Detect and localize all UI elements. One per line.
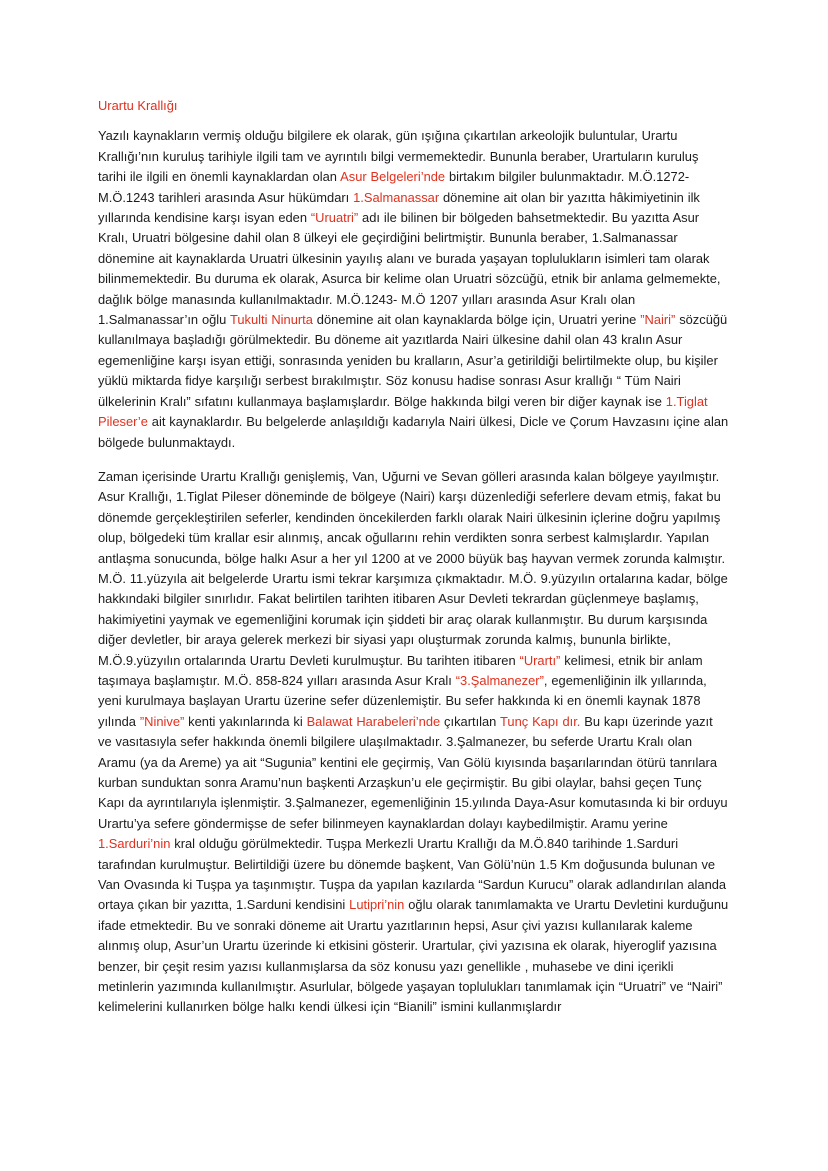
text-run: oğlu olarak tanımlamakta ve Urartu Devletini kurduğunu ifade etmektedir. Bu ve sonraki döneme ait Urartu yazıtlarının hepsi, Asur çivi yazısı kullanılarak kaleme alınmış olup, Asur’un Urartu üzerinde ki etkisini gösterir. Urartular, çivi yazısına ek olarak, hiyeroglif yazısına benzer, bir çeşit resim yazısı kullanmışlarsa da söz konusu yazı genellikle , muhasebe ve dini içerikli metinlerin yazımında kullanılmıştır. Asurlular, bölgede yaşayan toplulukları tanımlamak için “Uruatri” ve “Nairi” kelimelerini kullanırken bölge halkı kendi ülkesi için “Bianili” ismini kullanmışlardır	[98, 897, 729, 1015]
highlighted-term: “Urartı”	[519, 652, 561, 668]
text-run: , egemenliğinin ilk yıllarında, yeni kurulmaya başlayan Urartu üzerine sefer düzenlemiştir. Bu sefer hakkında ki en önemli kaynak 1878 yılında	[98, 672, 707, 729]
document-page	[98, 96, 730, 1032]
text-run: dönemine ait olan kaynaklarda bölge için, Uruatri yerine	[312, 312, 641, 328]
text-run: kral olduğu görülmektedir. Tuşpa Merkezli Urartu Krallığı da M.Ö.840 tarihinde 1.Sarduri tarafından kurulmuştur. Belirtildiği üzere bu dönemde başkent, Van Gölü’nün 1.5 Km doğusunda bulunan ve Van Ovasında ki Tuşpa ya taşınmıştır. Tuşpa da yapılan kazılarda “Sardun Kurucu” olarak adlandırılan alanda ortaya çıkan bir yazıtta, 1.Sarduni kendisini	[98, 836, 727, 913]
highlighted-term: “Uruatri”	[310, 210, 359, 226]
text-run: kenti yakınlarında ki	[184, 713, 307, 729]
text-run: kelimesi, etnik bir anlam taşımaya başlamıştır. M.Ö. 858-824 yılları arasında Asur Kralı	[98, 652, 703, 688]
highlighted-term: Lutipri’nin	[349, 897, 405, 913]
highlighted-term: Tukulti Ninurta	[229, 312, 313, 328]
paragraph-1	[98, 126, 730, 453]
text-run: Zaman içerisinde Urartu Krallığı genişlemiş, Van, Uğurni ve Sevan gölleri arasında kalan bölgeye yayılmıştır. Asur Krallığı, 1.Tiglat Pileser döneminde de bölgeye (Nairi) karşı düzenlediği seferlere devam etmiş, fakat bu dönemde gerçekleştirilen seferler, kendinden öncekilerden farklı olarak Nairi ülkesinin içlerine doğru yapılmış olup, bölgedeki tüm krallar esir alınmış, ancak oğullarını rehin verdikten sonra serbest kalmışlardır. Yapılan antlaşma sonucunda, bölge halkı Asur a her yıl 1200 at ve 2000 büyük baş hayvan vermek zorunda kalmıştır. M.Ö. 11.yüzyıla ait belgelerde Urartu ismi tekrar karşımıza çıkmaktadır. M.Ö. 9.yüzyılın ortalarına kadar, bölge hakkındaki bilgiler sınırlıdır. Fakat belirtilen tarihten itibaren Asur Devleti tekrardan güçlenmeye başlamış, hakimiyetini yaymak ve egemenliğini korumak için şiddeti bir araç olarak kullanmıştır. Bu durum karşısında diğer devletler, bir araya gelerek merkezi bir siyasi yapı oluşturmak zorunda kalmış, bununla birlikte, M.Ö.9.yüzyılın ortalarında Urartu Devleti kurulmuştur. Bu tarihten itibaren	[98, 468, 728, 668]
text-run: birtakım bilgiler bulunmaktadır. M.Ö.1272- M.Ö.1243 tarihleri arasında Asur hükümdarı	[98, 169, 690, 205]
text-run: adı ile bilinen bir bölgeden bahsetmektedir. Bu yazıtta Asur Kralı, Uruatri bölgesine dahil olan 8 ülkeyi ele geçirdiğini belirtmiştir. Bununla beraber, 1.Salmanassar dönemine ait kaynaklarda Uruatri ülkesinin yayılış alanı ve burada yaşayan toplulukların isimleri tam olarak bilinmemektedir. Bu duruma ek olarak, Asurca bir kelime olan Uruatri sözcüğü, etnik bir anlama gelmemekte, dağlık bölge manasında kullanılmaktadır. M.Ö.1243- M.Ö 1207 yılları arasında Asur Kralı olan 1.Salmanassar’ın oğlu	[98, 210, 721, 328]
highlighted-term: 1.Salmanassar	[353, 189, 440, 205]
highlighted-term: ”Nairi”	[640, 312, 676, 328]
text-run: dönemine ait olan bir yazıtta hâkimiyetinin ilk yıllarında kendisine karşı isyan eden	[98, 189, 700, 226]
document-title: Urartu Krallığı	[98, 98, 178, 113]
highlighted-term: ”Ninive”	[139, 713, 185, 729]
paragraph-2	[98, 467, 730, 1018]
highlighted-term: 1.Sarduri’nin	[98, 836, 171, 852]
text-run: Bu kapı üzerinde yazıt ve vasıtasıyla sefer hakkında önemli bilgilere ulaşılmaktadır. 3.Şalmanezer, bu seferde Urartu Kralı olan Aramu (ya da Areme) ya ait “Sugunia” kentini ele geçirmiş, Van Gölü kıyısında başarılarından ötürü tanrılara kurban sunduktan sonra Aramu’nun başkenti Arzaşkun’u ele geçirmiştir. Bu gibi olaylar, bahsi geçen Tunç Kapı da ayrıntılarıyla işlenmiştir. 3.Şalmanezer, egemenliğinin 15.yılında Daya-Asur komutasında ki bir orduyu Urartu’ya sefere göndermişse de sefer bilinmeyen kaynaklardan dolayı kaybedilmiştir. Aramu yerine	[98, 713, 728, 831]
text-run: Yazılı kaynakların vermiş olduğu bilgilere ek olarak, gün ışığına çıkartılan arkeolojik buluntular, Urartu Krallığı’nın kuruluş tarihiyle ilgili tam ve ayrıntılı bilgi vermemektedir. Bununla beraber, Urartuların kuruluş tarihi ile ilgili en önemli kaynaklardan olan	[98, 128, 699, 185]
text-run: ait kaynaklardır. Bu belgelerde anlaşıldığı kadarıyla Nairi ülkesi, Dicle ve Çorum Havzasını içine alan bölgede bulunmaktaydı.	[98, 414, 729, 450]
highlighted-term: Asur Belgeleri’nde	[340, 169, 446, 185]
highlighted-term: Tunç Kapı dır.	[500, 713, 581, 729]
text-run: çıkartılan	[440, 713, 501, 729]
text-run: sözcüğü kullanılmaya başladığı görülmektedir. Bu döneme ait yazıtlarda Nairi ülkesine dahil olan 43 kralın Asur egemenliğine karşı isyan ettiği, sonrasında yeniden bu kralların, Asur’a getirildiği belirtilmekte olup, bu kişiler yüklü miktarda fidye karşılığı serbest bırakılmıştır. Söz konusu hadise sonrası Asur krallığı “ Tüm Nairi ülkelerinin Kralı” sıfatını kullanmaya başlamışlardır. Bölge hakkında bilgi veren bir diğer kaynak ise	[98, 312, 728, 409]
highlighted-term: Balawat Harabeleri’nde	[306, 713, 441, 729]
highlighted-term: “3.Şalmanezer”	[455, 672, 544, 688]
highlighted-term: 1.Tiglat Pileser’e	[98, 393, 708, 430]
